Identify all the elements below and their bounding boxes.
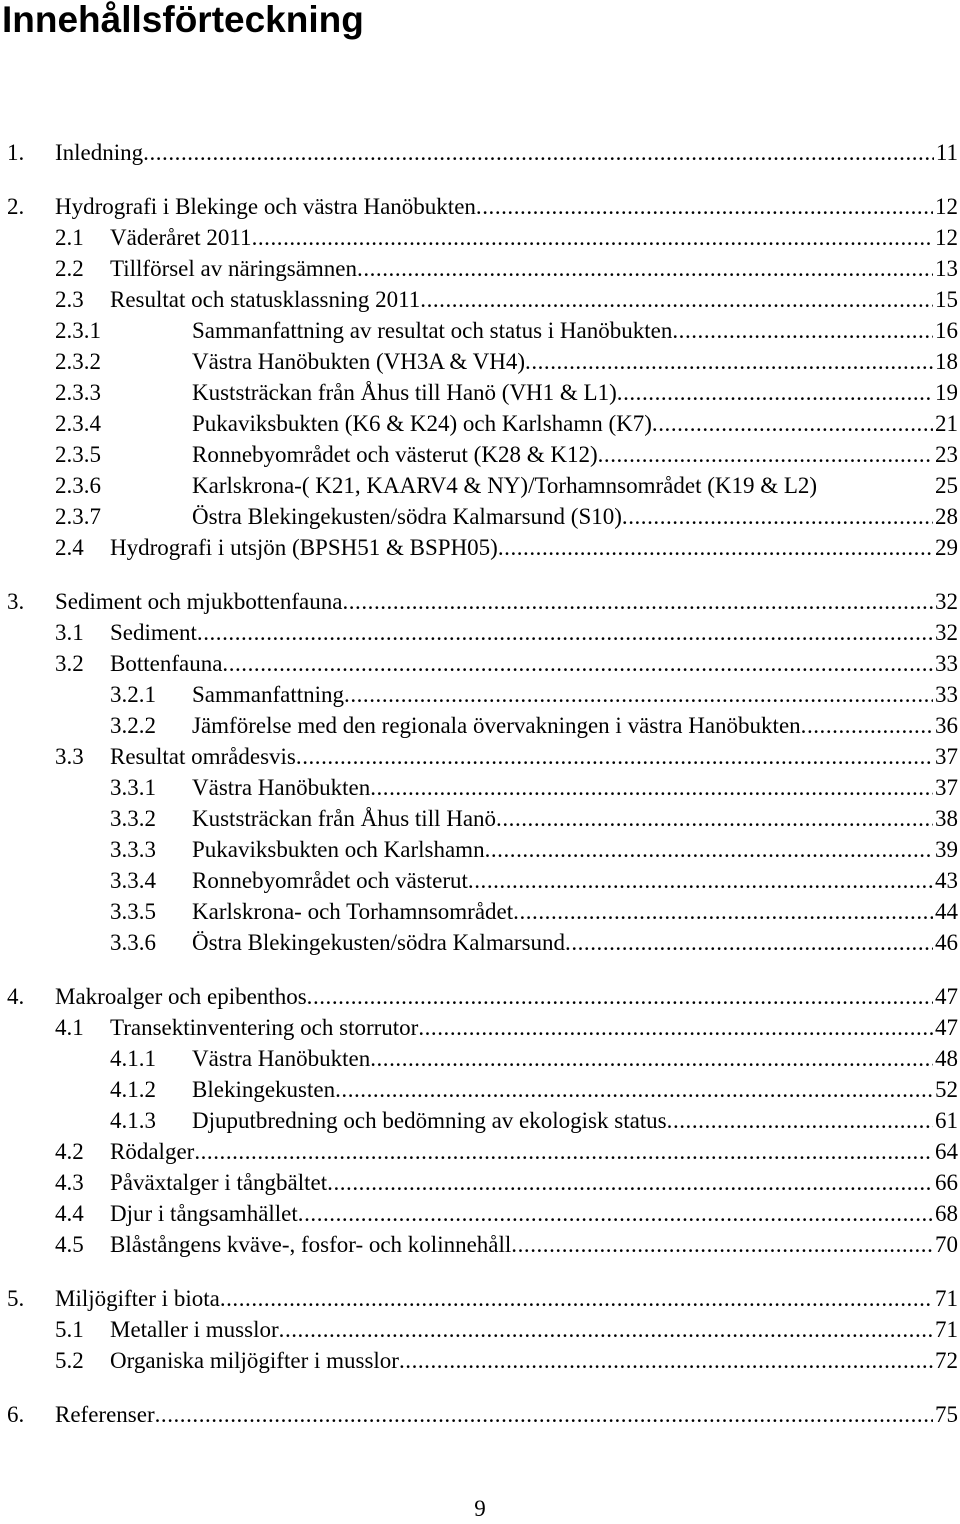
dot-leader: [525, 346, 933, 377]
dot-leader: [511, 1229, 933, 1260]
toc-entry[interactable]: [0, 1345, 958, 1376]
toc-entry[interactable]: [0, 137, 958, 168]
dot-leader: [296, 741, 933, 772]
toc-entry-number: 2.3: [55, 287, 84, 312]
toc-entry[interactable]: [0, 315, 958, 346]
toc-entry-label: Östra Blekingekusten/södra Kalmarsund (S10): [192, 504, 622, 529]
toc-entry-page: 71: [935, 1286, 958, 1311]
toc-entry-label: Rödalger: [110, 1139, 195, 1164]
toc-entry-label: Miljögifter i biota: [55, 1286, 220, 1311]
toc-entry[interactable]: [0, 896, 958, 927]
toc-entry-page: 12: [935, 225, 958, 250]
toc-entry-label: Metaller i musslor: [110, 1317, 279, 1342]
dot-leader: [194, 1136, 933, 1167]
toc-entry-label: Resultat och statusklassning 2011: [110, 287, 421, 312]
toc-entry-number: 2.: [7, 194, 25, 219]
toc-entry-label: Hydrografi i Blekinge och västra Hanöbukten: [55, 194, 476, 219]
dot-leader: [197, 617, 933, 648]
dot-leader: [335, 1074, 933, 1105]
dot-leader: [279, 1314, 933, 1345]
toc-entry[interactable]: [0, 586, 958, 617]
toc-entry-label: Väderåret 2011: [110, 225, 252, 250]
toc-entry-number: 3.3.2: [110, 806, 156, 831]
toc-entry-page: 23: [935, 442, 958, 467]
dot-leader: [498, 532, 933, 563]
toc-entry[interactable]: [0, 617, 958, 648]
toc-entry-page: 12: [935, 194, 958, 219]
toc-entry-label: Resultat områdesvis: [110, 744, 296, 769]
toc-entry-page: 72: [935, 1348, 958, 1373]
toc-entry-page: 21: [935, 411, 958, 436]
toc-entry-page: 11: [935, 140, 958, 165]
toc-entry-page: 32: [935, 620, 958, 645]
toc-entry-number: 2.1: [55, 225, 84, 250]
toc-entry-label: Organiska miljögifter i musslor: [110, 1348, 399, 1373]
toc-entry-number: 2.3.2: [55, 349, 101, 374]
toc-entry-label: Makroalger och epibenthos: [55, 984, 307, 1009]
toc-entry-number: 2.3.4: [55, 411, 101, 436]
toc-entry-label: Västra Hanöbukten: [192, 1046, 371, 1071]
toc-entry-page: 38: [935, 806, 958, 831]
toc-entry-number: 3.3.3: [110, 837, 156, 862]
toc-entry-number: 4.1.1: [110, 1046, 156, 1071]
toc-entry-label: Bottenfauna: [110, 651, 223, 676]
dot-leader: [344, 679, 933, 710]
toc-entry[interactable]: [0, 741, 958, 772]
toc-entry-page: 64: [935, 1139, 958, 1164]
toc-entry-label: Kuststräckan från Åhus till Hanö: [192, 806, 497, 831]
dot-leader: [357, 253, 933, 284]
toc-entry-label: Pukaviksbukten (K6 & K24) och Karlshamn (K7): [192, 411, 652, 436]
toc-entry-number: 4.4: [55, 1201, 84, 1226]
toc-entry-page: 15: [935, 287, 958, 312]
toc-entry-page: 70: [935, 1232, 958, 1257]
toc-entry[interactable]: [0, 470, 958, 501]
toc-entry-number: 3.2.2: [110, 713, 156, 738]
toc-entry-page: 71: [935, 1317, 958, 1342]
dot-leader: [667, 1105, 933, 1136]
dot-leader: [307, 981, 933, 1012]
dot-leader: [143, 137, 934, 168]
toc-entry-label: Sediment och mjukbottenfauna: [55, 589, 343, 614]
toc-entry[interactable]: [0, 981, 958, 1012]
toc-entry-label: Ronnebyområdet och västerut: [192, 868, 468, 893]
toc-entry-page: 46: [935, 930, 958, 955]
toc-entry-number: 6.: [7, 1402, 25, 1427]
toc-entry-label: Karlskrona-( K21, KAARV4 & NY)/Torhamnsområdet (K19 & L2): [192, 473, 818, 498]
toc-entry-page: 32: [935, 589, 958, 614]
toc-entry-label: Jämförelse med den regionala övervakningen i västra Hanöbukten: [192, 713, 801, 738]
toc-entry-page: 33: [935, 651, 958, 676]
toc-entry-label: Västra Hanöbukten (VH3A & VH4): [192, 349, 526, 374]
toc-entry[interactable]: [0, 1198, 958, 1229]
toc-entry-label: Sammanfattning av resultat och status i Hanöbukten: [192, 318, 673, 343]
toc-entry-label: Tillförsel av näringsämnen: [110, 256, 358, 281]
toc-entry[interactable]: [0, 346, 958, 377]
toc-entry-page: 39: [935, 837, 958, 862]
toc-entry-page: 25: [935, 473, 958, 498]
toc-entry[interactable]: [0, 1314, 958, 1345]
toc-entry-page: 48: [935, 1046, 958, 1071]
dot-leader: [496, 803, 933, 834]
toc-entry-label: Inledning: [55, 140, 144, 165]
toc-entry-label: Kuststräckan från Åhus till Hanö (VH1 & L1): [192, 380, 617, 405]
toc-entry[interactable]: [0, 648, 958, 679]
toc-entry[interactable]: [0, 377, 958, 408]
page-title: Innehållsförteckning: [2, 0, 364, 40]
toc-entry-label: Transektinventering och storrutor: [110, 1015, 419, 1040]
toc-entry-page: 44: [935, 899, 958, 924]
toc-entry[interactable]: [0, 408, 958, 439]
toc-entry-number: 2.3.3: [55, 380, 101, 405]
toc-entry-number: 3.: [7, 589, 25, 614]
toc-entry[interactable]: [0, 253, 958, 284]
toc-entry[interactable]: [0, 439, 958, 470]
dot-leader: [370, 1043, 933, 1074]
toc-entry-number: 4.1.3: [110, 1108, 156, 1133]
toc-entry-number: 2.3.6: [55, 473, 101, 498]
toc-entry-number: 4.1.2: [110, 1077, 156, 1102]
toc-entry[interactable]: [0, 501, 958, 532]
toc-entry[interactable]: [0, 772, 958, 803]
toc-entry-label: Blekingekusten: [192, 1077, 336, 1102]
toc-entry-number: 3.3.1: [110, 775, 156, 800]
toc-entry[interactable]: [0, 1074, 958, 1105]
toc-entry-number: 3.3: [55, 744, 84, 769]
toc-entry-page: 18: [935, 349, 958, 374]
toc-entry[interactable]: [0, 284, 958, 315]
toc-entry[interactable]: [0, 803, 958, 834]
toc-entry[interactable]: [0, 1167, 958, 1198]
dot-leader: [565, 927, 933, 958]
toc-entry-number: 4.3: [55, 1170, 84, 1195]
dot-leader: [420, 284, 933, 315]
dot-leader: [468, 865, 933, 896]
dot-leader: [370, 772, 933, 803]
toc-entry[interactable]: [0, 865, 958, 896]
dot-leader: [801, 710, 933, 741]
toc-entry-page: 37: [935, 744, 958, 769]
toc-entry-number: 1.: [7, 140, 25, 165]
toc-entry[interactable]: [0, 679, 958, 710]
toc-entry-page: 36: [935, 713, 958, 738]
dot-leader: [399, 1345, 933, 1376]
toc-entry-number: 3.3.5: [110, 899, 156, 924]
toc-entry-label: Blåstångens kväve-, fosfor- och kolinnehåll: [110, 1232, 512, 1257]
toc-entry-number: 4.2: [55, 1139, 84, 1164]
toc-entry[interactable]: [0, 1283, 958, 1314]
toc-entry-number: 5.1: [55, 1317, 84, 1342]
toc-entry-page: 43: [935, 868, 958, 893]
toc-entry-page: 28: [935, 504, 958, 529]
toc-entry[interactable]: [0, 1229, 958, 1260]
toc-entry-number: 4.: [7, 984, 25, 1009]
toc-entry-page: 19: [935, 380, 958, 405]
dot-leader: [342, 586, 933, 617]
toc-entry-number: 2.2: [55, 256, 84, 281]
toc-entry[interactable]: [0, 927, 958, 958]
dot-leader: [252, 222, 933, 253]
dot-leader: [622, 501, 933, 532]
toc-entry-number: 2.3.7: [55, 504, 101, 529]
toc-entry-page: 29: [935, 535, 958, 560]
toc-entry-label: Sediment: [110, 620, 197, 645]
toc-entry[interactable]: [0, 1399, 958, 1430]
page-number: 9: [474, 1496, 486, 1521]
toc-entry-page: 66: [935, 1170, 958, 1195]
dot-leader: [222, 648, 933, 679]
dot-leader: [652, 408, 933, 439]
toc-entry-label: Påväxtalger i tångbältet: [110, 1170, 328, 1195]
toc-entry-page: 47: [935, 1015, 958, 1040]
dot-leader: [485, 834, 933, 865]
toc-entry-number: 3.3.4: [110, 868, 156, 893]
toc-entry-label: Västra Hanöbukten: [192, 775, 371, 800]
toc-entry[interactable]: [0, 834, 958, 865]
toc-entry-page: 75: [935, 1402, 958, 1427]
toc-entry-number: 3.1: [55, 620, 84, 645]
dot-leader: [672, 315, 933, 346]
toc-entry-number: 2.3.5: [55, 442, 101, 467]
toc-entry-label: Hydrografi i utsjön (BPSH51 & BSPH05): [110, 535, 498, 560]
dot-leader: [476, 191, 933, 222]
toc-entry-label: Djuputbredning och bedömning av ekologisk status: [192, 1108, 667, 1133]
toc-entry-page: 68: [935, 1201, 958, 1226]
toc-entry-label: Djur i tångsamhället: [110, 1201, 298, 1226]
dot-leader: [327, 1167, 933, 1198]
toc-entry[interactable]: [0, 1105, 958, 1136]
toc-entry[interactable]: [0, 710, 958, 741]
toc-entry-number: 5.2: [55, 1348, 84, 1373]
toc-entry-number: 4.1: [55, 1015, 84, 1040]
toc-entry-page: 16: [935, 318, 958, 343]
toc-entry-number: 3.2.1: [110, 682, 156, 707]
toc-entry-number: 4.5: [55, 1232, 84, 1257]
toc-entry[interactable]: [0, 222, 958, 253]
dot-leader: [598, 439, 933, 470]
dot-leader: [418, 1012, 933, 1043]
dot-leader: [298, 1198, 933, 1229]
toc-entry-label: Ronnebyområdet och västerut (K28 & K12): [192, 442, 598, 467]
toc-entry[interactable]: [0, 1043, 958, 1074]
dot-leader: [617, 377, 933, 408]
toc-entry-number: 3.2: [55, 651, 84, 676]
toc-entry-label: Karlskrona- och Torhamnsområdet: [192, 899, 514, 924]
toc-entry-page: 52: [935, 1077, 958, 1102]
dot-leader: [220, 1283, 933, 1314]
dot-leader: [513, 896, 933, 927]
toc-entry-label: Sammanfattning: [192, 682, 345, 707]
toc-entry-label: Östra Blekingekusten/södra Kalmarsund: [192, 930, 566, 955]
toc-entry-page: 13: [935, 256, 958, 281]
toc-entry-number: 5.: [7, 1286, 25, 1311]
toc-entry[interactable]: [0, 532, 958, 563]
toc-entry-page: 61: [935, 1108, 958, 1133]
toc-entry-number: 2.3.1: [55, 318, 101, 343]
toc-entry-label: Referenser: [55, 1402, 155, 1427]
toc-entry-number: 2.4: [55, 535, 84, 560]
toc-entry-label: Pukaviksbukten och Karlshamn: [192, 837, 485, 862]
toc-entry-page: 47: [935, 984, 958, 1009]
dot-leader: [155, 1399, 933, 1430]
toc-entry[interactable]: [0, 191, 958, 222]
toc-entry-page: 33: [935, 682, 958, 707]
toc-entry[interactable]: [0, 1136, 958, 1167]
toc-entry-number: 3.3.6: [110, 930, 156, 955]
toc-entry-page: 37: [935, 775, 958, 800]
toc-entry[interactable]: [0, 1012, 958, 1043]
